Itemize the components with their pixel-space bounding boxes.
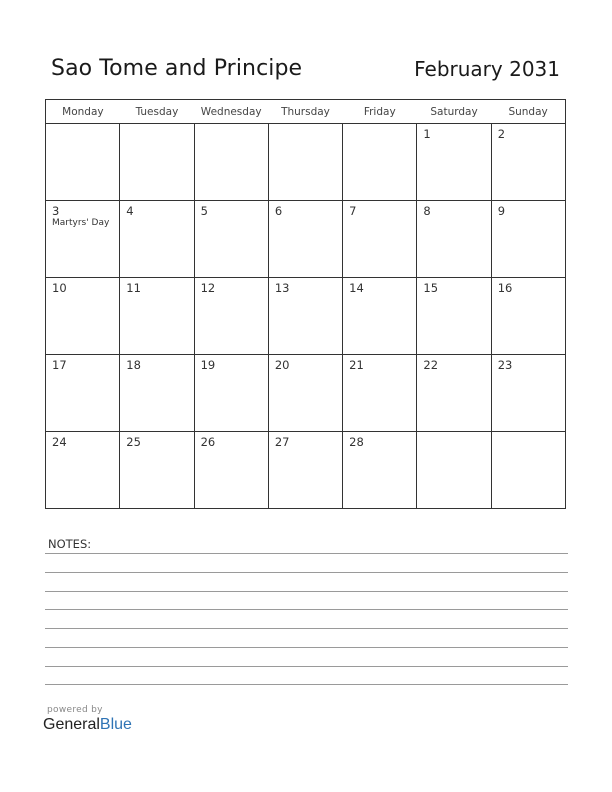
day-number: 21 xyxy=(349,358,364,372)
day-number: 28 xyxy=(349,435,364,449)
weekday-saturday: Saturday xyxy=(417,100,491,124)
generalblue-logo[interactable] xyxy=(43,716,132,734)
day-cell xyxy=(343,355,417,432)
day-cell xyxy=(194,432,268,509)
day-number: 16 xyxy=(497,281,513,295)
day-cell xyxy=(343,432,417,509)
day-cell xyxy=(268,124,342,201)
day-cell xyxy=(120,355,194,432)
calendar-country-title: Sao Tome and Principe xyxy=(51,56,303,81)
day-cell xyxy=(46,201,120,278)
day-number: 14 xyxy=(349,281,364,295)
powered-by-text: powered by xyxy=(47,705,103,715)
day-cell xyxy=(120,201,194,278)
day-cell xyxy=(268,355,342,432)
week-row xyxy=(46,432,566,509)
day-cell xyxy=(194,278,268,355)
week-row xyxy=(46,278,566,355)
day-number: 19 xyxy=(200,358,216,372)
weekday-sunday: Sunday xyxy=(491,100,565,124)
day-number: 26 xyxy=(200,435,216,449)
day-cell xyxy=(491,355,565,432)
day-cell xyxy=(417,355,491,432)
day-cell xyxy=(46,124,120,201)
calendar-grid xyxy=(45,99,566,509)
note-line xyxy=(45,628,568,629)
day-cell xyxy=(343,201,417,278)
day-cell xyxy=(417,201,491,278)
brand-general: General xyxy=(43,716,100,733)
holiday-label: Martyrs' Day xyxy=(52,218,110,228)
day-cell xyxy=(120,278,194,355)
day-number: 23 xyxy=(497,358,513,372)
day-number: 27 xyxy=(274,435,290,449)
weekday-friday: Friday xyxy=(343,100,417,124)
day-number: 17 xyxy=(52,358,67,372)
day-number: 5 xyxy=(200,204,208,218)
weekday-thursday: Thursday xyxy=(268,100,342,124)
day-cell xyxy=(46,432,120,509)
day-cell xyxy=(491,124,565,201)
weekday-wednesday: Wednesday xyxy=(194,100,268,124)
note-line xyxy=(45,572,568,573)
day-number: 1 xyxy=(423,127,431,141)
day-number: 4 xyxy=(126,204,134,218)
day-cell xyxy=(46,355,120,432)
day-cell xyxy=(417,278,491,355)
weekday-tuesday: Tuesday xyxy=(120,100,194,124)
day-number: 11 xyxy=(126,281,141,295)
day-cell xyxy=(268,278,342,355)
day-cell xyxy=(491,278,565,355)
day-cell xyxy=(268,432,342,509)
week-row xyxy=(46,355,566,432)
note-line xyxy=(45,647,568,648)
day-cell xyxy=(194,124,268,201)
day-cell xyxy=(343,124,417,201)
note-line xyxy=(45,666,568,667)
day-number: 18 xyxy=(126,358,141,372)
day-cell xyxy=(194,201,268,278)
week-row xyxy=(46,124,566,201)
notes-label: NOTES: xyxy=(48,537,92,551)
day-cell xyxy=(194,355,268,432)
day-number: 12 xyxy=(200,281,216,295)
week-row xyxy=(46,201,566,278)
day-number: 2 xyxy=(497,127,506,141)
day-cell xyxy=(120,432,194,509)
day-cell xyxy=(417,124,491,201)
weekday-monday: Monday xyxy=(46,100,120,124)
day-cell xyxy=(268,201,342,278)
day-number: 24 xyxy=(52,435,67,449)
day-number: 13 xyxy=(274,281,290,295)
day-number: 25 xyxy=(126,435,141,449)
day-number: 22 xyxy=(423,358,439,372)
day-cell xyxy=(120,124,194,201)
day-cell xyxy=(491,432,565,509)
calendar-month-year: February 2031 xyxy=(414,57,560,81)
day-cell xyxy=(417,432,491,509)
day-number: 6 xyxy=(274,204,283,218)
weekday-header-row xyxy=(46,100,566,124)
day-cell xyxy=(491,201,565,278)
day-number: 10 xyxy=(52,281,67,295)
day-number: 15 xyxy=(423,281,439,295)
note-line xyxy=(45,553,568,554)
day-cell xyxy=(46,278,120,355)
brand-blue: Blue xyxy=(99,716,132,733)
day-number: 7 xyxy=(349,204,357,218)
note-line xyxy=(45,684,568,685)
note-line xyxy=(45,609,568,610)
day-number: 20 xyxy=(274,358,290,372)
day-number: 8 xyxy=(423,204,431,218)
day-number: 9 xyxy=(497,204,506,218)
day-cell xyxy=(343,278,417,355)
note-line xyxy=(45,591,568,592)
day-number: 3 xyxy=(52,204,60,218)
